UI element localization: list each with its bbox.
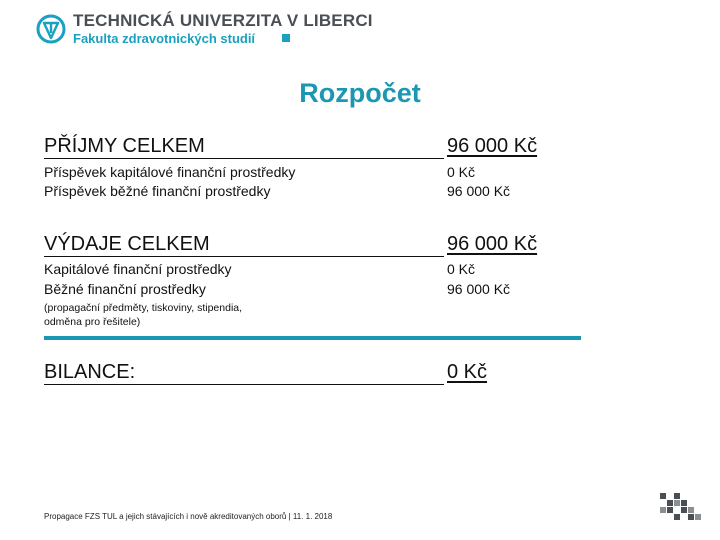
expenses-item-capital-value: 0 Kč bbox=[447, 261, 476, 277]
expenses-item-capital-label: Kapitálové finanční prostředky bbox=[44, 261, 232, 277]
income-heading: PŘÍJMY CELKEM bbox=[44, 135, 205, 157]
slide-title: Rozpočet bbox=[299, 78, 421, 108]
expenses-item-current-label: Běžné finanční prostředky bbox=[44, 281, 206, 297]
expenses-total: 96 000 Kč bbox=[447, 233, 538, 255]
faculty-name: Fakulta zdravotnických studií bbox=[73, 31, 256, 46]
income-item-capital-label: Příspěvek kapitálové finanční prostředky bbox=[44, 164, 296, 180]
expenses-heading: VÝDAJE CELKEM bbox=[44, 233, 210, 255]
section-divider bbox=[44, 336, 581, 340]
income-heading-underline bbox=[44, 158, 444, 159]
income-item-current-label: Příspěvek běžné finanční prostředky bbox=[44, 183, 271, 199]
income-total: 96 000 Kč bbox=[447, 135, 538, 157]
expenses-item-current-value: 96 000 Kč bbox=[447, 281, 511, 297]
university-logo-icon bbox=[36, 14, 66, 44]
expenses-note-line2: odměna pro řešitele) bbox=[44, 316, 141, 328]
balance-heading: BILANCE: bbox=[44, 361, 136, 383]
logo-square-icon bbox=[282, 34, 290, 42]
footer-text: Propagace FZS TUL a jejich stávajících i nově akreditovaných oborů | 11. 1. 2018 bbox=[44, 512, 333, 521]
corner-squares-icon bbox=[660, 493, 702, 521]
institution-name: TECHNICKÁ UNIVERZITA V LIBERCI bbox=[73, 11, 373, 30]
balance-heading-underline bbox=[44, 384, 444, 385]
income-item-capital-value: 0 Kč bbox=[447, 164, 476, 180]
income-item-current-value: 96 000 Kč bbox=[447, 183, 511, 199]
balance-value: 0 Kč bbox=[447, 361, 488, 383]
expenses-heading-underline bbox=[44, 256, 444, 257]
expenses-note-line1: (propagační předměty, tiskoviny, stipendia, bbox=[44, 302, 243, 314]
